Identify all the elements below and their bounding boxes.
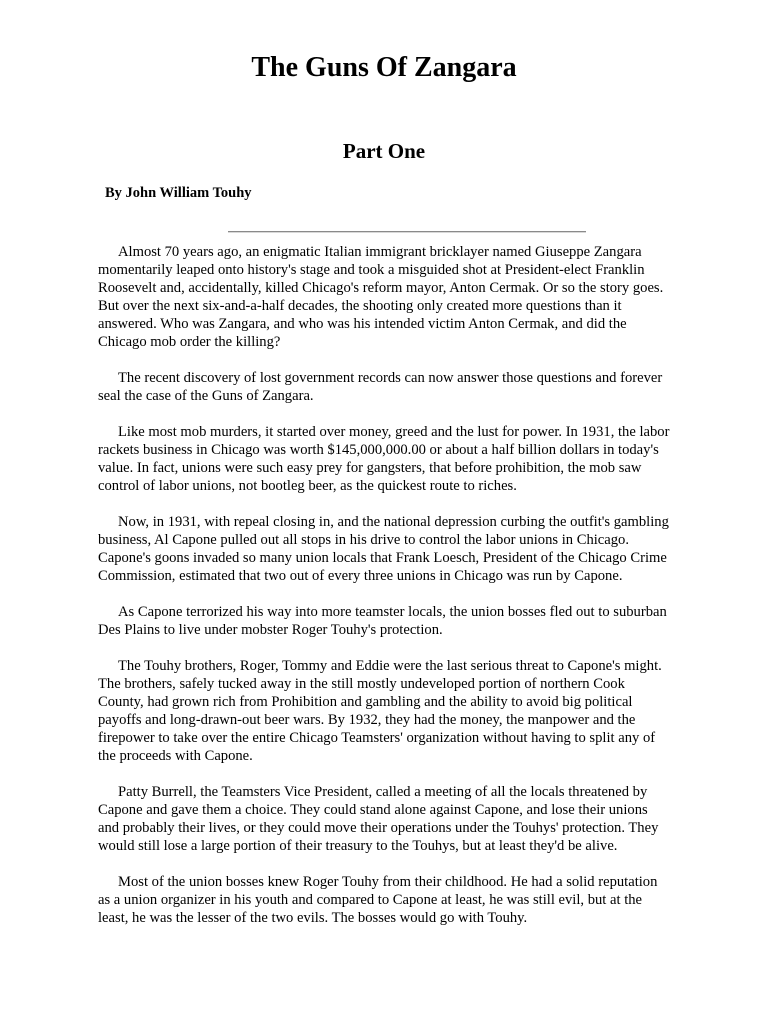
paragraph-5: As Capone terrorized his way into more teamster locals, the union bosses fled out to suburban Des Plains to live under mobster Roger Touhy's protection. [98, 604, 667, 638]
paragraph-1: Almost 70 years ago, an enigmatic Italian immigrant bricklayer named Giuseppe Zangara momentarily leaped onto history's stage and took a misguided shot at President-elect Franklin Roosevelt and, accidentally, killed Chicago's reform mayor, Anton Cermak. Or so the story goes. But over the next six-and-a-half decades, the shooting only created more questions than it answered. Who was Zangara, and who was his intended victim Anton Cermak, and did the Chicago mob order the killing? [98, 244, 664, 350]
paragraph-8: Most of the union bosses knew Roger Touhy from their childhood. He had a solid reputation as a union organizer in his youth and compared to Capone at least, he was still evil, but at the least, he was the lesser of the two evils. The bosses would go with Touhy. [98, 874, 658, 926]
document-subtitle: Part One [342, 139, 426, 163]
document-title: The Guns Of Zangara [251, 52, 517, 83]
paragraph-7: Patty Burrell, the Teamsters Vice President, called a meeting of all the locals threatened by Capone and gave them a choice. They could stand alone against Capone, and lose their unions and probably their lives, or they could move their operations under the Touhys' protection. They would still lose a large portion of their treasury to the Touhys, but at least they'd be alive. [98, 784, 659, 854]
paragraph-3: Like most mob murders, it started over money, greed and the lust for power. In 1931, the labor rackets business in Chicago was worth $145,000,000.00 or about a half billion dollars in today's value. In fact, unions were such easy prey for gangsters, that before prohibition, the mob saw control of labor unions, not bootleg beer, as the quickest route to riches. [98, 424, 670, 494]
article-body [98, 243, 670, 945]
paragraph-6: The Touhy brothers, Roger, Tommy and Eddie were the last serious threat to Capone's might. The brothers, safely tucked away in the still mostly undeveloped portion of northern Cook County, had grown rich from Prohibition and gambling and the ability to avoid big political payoffs and long-drawn-out beer wars. By 1932, they had the money, the manpower and the firepower to take over the entire Chicago Teamsters' organization without having to split any of the proceeds with Capone. [98, 658, 662, 764]
author-byline: By John William Touhy [105, 185, 252, 201]
paragraph-2: The recent discovery of lost government records can now answer those questions and forever seal the case of the Guns of Zangara. [98, 370, 663, 404]
horizontal-divider [228, 231, 586, 233]
paragraph-4: Now, in 1931, with repeal closing in, and the national depression curbing the outfit's gambling business, Al Capone pulled out all stops in his drive to control the labor unions in Chicago. Capone's goons invaded so many union locals that Frank Loesch, President of the Chicago Crime Commission, estimated that two out of every three unions in Chicago was run by Capone. [98, 514, 669, 584]
